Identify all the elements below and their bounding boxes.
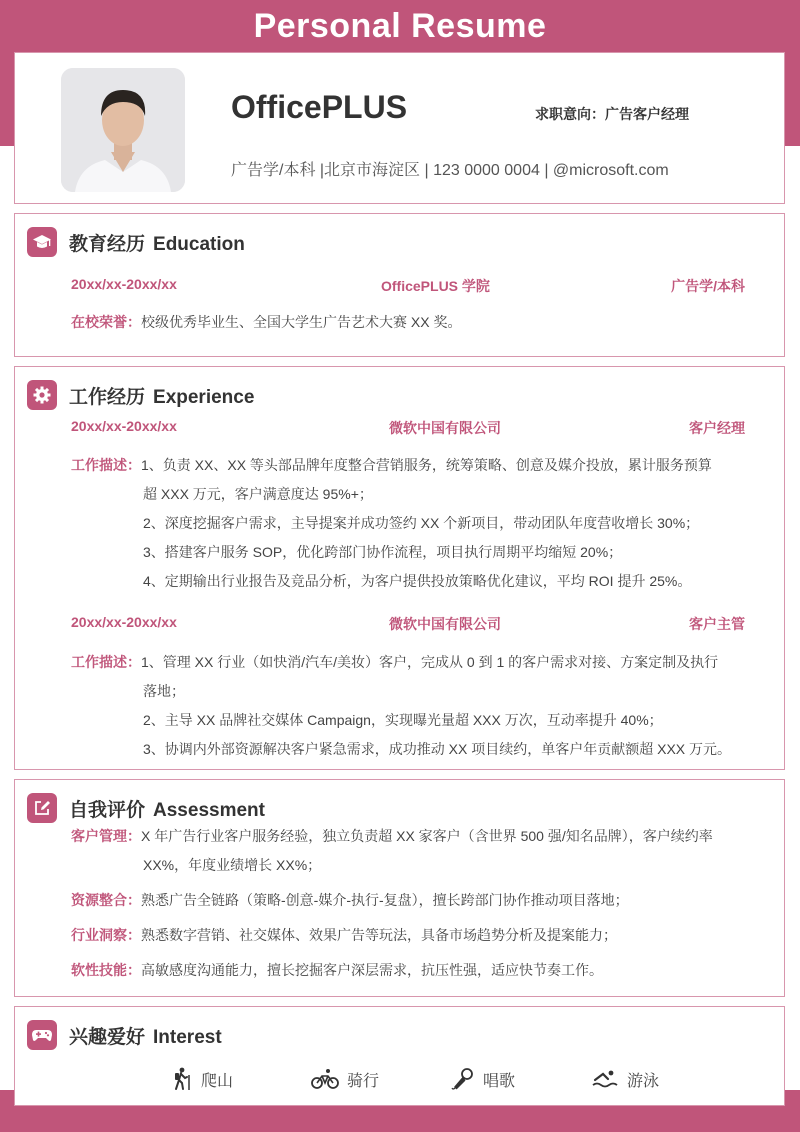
assessment-item <box>71 956 761 985</box>
candidate-name: OfficePLUS <box>231 89 408 125</box>
job-1-position: 客户经理 <box>689 420 745 436</box>
cycling-icon <box>311 1068 339 1090</box>
job-2-line: 2、主导 XX 品牌社交媒体 Campaign，实现曝光量超 XXX 万次，互动率提升 40%； <box>143 712 663 728</box>
assessment-text: 高敏感度沟通能力，擅长挖掘客户深层需求，抗压性强，适应快节奏工作。 <box>141 962 603 978</box>
assessment-section <box>14 779 785 997</box>
hobby-item <box>311 1067 451 1091</box>
interest-heading <box>27 1020 222 1050</box>
hobby-label: 游泳 <box>627 1072 660 1090</box>
interest-title-en: Interest <box>153 1026 222 1048</box>
microphone-icon <box>451 1067 475 1091</box>
education-title-en: Education <box>153 233 245 255</box>
honor-text: 校级优秀毕业生、全国大学生广告艺术大赛 XX 奖。 <box>141 314 462 330</box>
assessment-title-en: Assessment <box>153 799 265 821</box>
interest-section <box>14 1006 785 1106</box>
hobby-label: 唱歌 <box>483 1072 516 1090</box>
job-1-line: 1、负责 XX、XX 等头部品牌年度整合营销服务，统筹策略、创意及媒介投放，累计服务预算 <box>141 457 712 473</box>
education-section <box>14 213 785 357</box>
assessment-item <box>71 822 761 851</box>
job-2-desc-label: 工作描述： <box>71 654 141 670</box>
swimming-icon <box>591 1068 619 1090</box>
gamepad-icon <box>27 1020 57 1050</box>
education-school: OfficePLUS 学院 <box>381 278 490 294</box>
hobby-label: 爬山 <box>201 1072 234 1090</box>
education-major: 广告学/本科 <box>671 278 745 294</box>
education-date: 20xx/xx-20xx/xx <box>71 276 177 292</box>
assessment-label: 客户管理： <box>71 828 141 844</box>
honor-label: 在校荣誉： <box>71 314 141 330</box>
experience-section <box>14 366 785 770</box>
hobby-item <box>591 1067 731 1091</box>
experience-title-en: Experience <box>153 386 255 408</box>
job-1-desc-label: 工作描述： <box>71 457 141 473</box>
experience-heading <box>27 380 254 410</box>
job-1-line: 4、定期输出行业报告及竞品分析，为客户提供投放策略优化建议，平均 ROI 提升 25%。 <box>143 573 692 589</box>
job-1-line: 3、搭建客户服务 SOP，优化跨部门协作流程，项目执行周期平均缩短 20%； <box>143 544 623 560</box>
hobby-label: 骑行 <box>347 1072 380 1090</box>
hobby-item <box>171 1067 311 1091</box>
hobby-list <box>171 1067 731 1091</box>
assessment-item <box>71 886 761 915</box>
job-2-date: 20xx/xx-20xx/xx <box>71 614 177 630</box>
assessment-text: X 年广告行业客户服务经验，独立负责超 XX 家客户（含世界 500 强/知名品牌），客户续约率 <box>141 828 713 844</box>
job-1-line: 2、深度挖掘客户需求，主导提案并成功签约 XX 个新项目，带动团队年度营收增长 30%； <box>143 515 700 531</box>
contact-info: 广告学/本科 |北京市海淀区 | 123 0000 0004 | @microsoft.com <box>231 162 669 179</box>
interest-title-cn: 兴趣爱好 <box>69 1026 146 1048</box>
assessment-text: 熟悉数字营销、社交媒体、效果广告等玩法，具备市场趋势分析及提案能力； <box>141 927 617 943</box>
job-intent: 求职意向：广告客户经理 <box>535 106 689 122</box>
education-honor <box>71 308 761 337</box>
job-1-date: 20xx/xx-20xx/xx <box>71 418 177 434</box>
job-1-description <box>71 451 761 596</box>
avatar <box>61 68 185 192</box>
job-2-line: 1、管理 XX 行业（如快消/汽车/美妆）客户，完成从 0 到 1 的客户需求对接、方案定制及执行 <box>141 654 719 670</box>
gear-icon <box>27 380 57 410</box>
education-heading <box>27 227 245 257</box>
experience-title-cn: 工作经历 <box>69 386 146 408</box>
profile-card <box>14 52 785 204</box>
job-2-line: 3、协调内外部资源解决客户紧急需求，成功推动 XX 项目续约，单客户年贡献额超 XXX 万元。 <box>143 741 732 757</box>
job-2-company: 微软中国有限公司 <box>389 616 501 632</box>
assessment-label: 行业洞察： <box>71 927 141 943</box>
graduation-cap-icon <box>27 227 57 257</box>
assessment-heading <box>27 793 265 823</box>
job-2-line: 落地； <box>143 683 185 699</box>
job-1-line: 超 XXX 万元，客户满意度达 95%+； <box>143 486 373 502</box>
hobby-item <box>451 1067 591 1091</box>
assessment-label: 软性技能： <box>71 962 141 978</box>
assessment-label: 资源整合： <box>71 892 141 908</box>
hiking-icon <box>171 1067 193 1091</box>
job-2-description <box>71 648 761 764</box>
assessment-text: XX%，年度业绩增长 XX%； <box>143 857 322 873</box>
education-title-cn: 教育经历 <box>69 233 146 255</box>
assessment-title-cn: 自我评价 <box>69 799 146 821</box>
job-2-position: 客户主管 <box>689 616 745 632</box>
job-1-company: 微软中国有限公司 <box>389 420 501 436</box>
assessment-list <box>71 822 761 985</box>
assessment-item <box>71 921 761 950</box>
assessment-text: 熟悉广告全链路（策略-创意-媒介-执行-复盘），擅长跨部门协作推动项目落地； <box>141 892 629 908</box>
page-title: Personal Resume <box>253 7 547 45</box>
edit-icon <box>27 793 57 823</box>
